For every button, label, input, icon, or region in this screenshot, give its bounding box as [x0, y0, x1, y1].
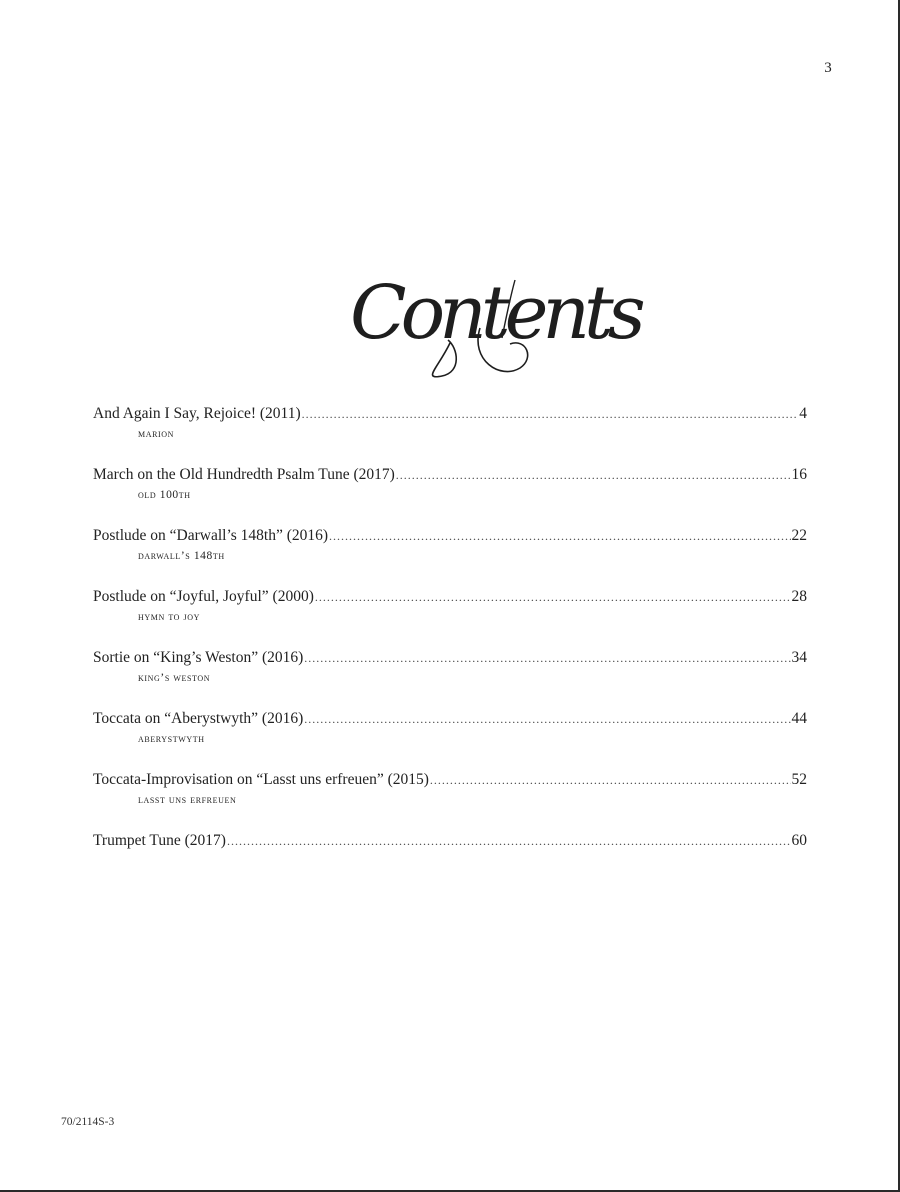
toc-line [93, 709, 807, 729]
toc-line [93, 770, 807, 790]
toc-tune-name: darwall’s 148th [138, 550, 225, 562]
toc-entry[interactable] [93, 709, 807, 770]
toc-tune-name: king’s weston [138, 672, 211, 684]
toc-page-number: 28 [791, 588, 807, 605]
toc-page-number: 60 [791, 832, 807, 849]
toc-tune-name: lasst uns erfreuen [138, 794, 237, 806]
toc-entry[interactable] [93, 648, 807, 709]
toc-leader-dots [304, 709, 790, 729]
toc-leader-dots [396, 465, 791, 485]
toc-leader-dots [430, 770, 791, 790]
toc-line [93, 648, 807, 668]
toc-entry[interactable] [93, 404, 807, 465]
toc-title: Postlude on “Joyful, Joyful” (2000) [93, 588, 314, 605]
contents-heading-text: Contents [350, 270, 640, 356]
toc-page-number: 52 [791, 771, 807, 788]
catalog-code: 70/2114S-3 [61, 1116, 115, 1128]
toc-line [93, 404, 807, 424]
toc-tune-name: hymn to joy [138, 611, 200, 623]
toc-line [93, 526, 807, 546]
toc-line [93, 465, 807, 485]
toc-page-number: 16 [791, 466, 807, 483]
toc-page-number: 44 [791, 710, 807, 727]
table-of-contents [93, 404, 807, 892]
toc-title: Postlude on “Darwall’s 148th” (2016) [93, 527, 329, 544]
toc-tune-name: aberystwyth [138, 733, 205, 745]
page-number: 3 [824, 60, 832, 76]
toc-leader-dots [329, 526, 790, 546]
toc-tune-name: marion [138, 428, 175, 440]
toc-page-number: 4 [799, 405, 807, 422]
toc-title: Trumpet Tune (2017) [93, 832, 226, 849]
toc-leader-dots [227, 831, 791, 851]
toc-leader-dots [302, 404, 799, 424]
toc-page-number: 22 [791, 527, 807, 544]
toc-entry[interactable] [93, 587, 807, 648]
toc-leader-dots [315, 587, 791, 607]
toc-entry[interactable] [93, 831, 807, 892]
toc-line [93, 587, 807, 607]
toc-title: And Again I Say, Rejoice! (2011) [93, 405, 301, 422]
toc-title: Toccata on “Aberystwyth” (2016) [93, 710, 304, 727]
toc-entry[interactable] [93, 465, 807, 526]
contents-script-heading [330, 268, 640, 383]
toc-leader-dots [304, 648, 790, 668]
toc-title: Toccata-Improvisation on “Lasst uns erfreuen” (2015) [93, 771, 429, 788]
toc-tune-name: old 100th [138, 489, 191, 501]
toc-page-number: 34 [791, 649, 807, 666]
page-title [330, 268, 640, 383]
toc-title: March on the Old Hundredth Psalm Tune (2017) [93, 466, 395, 483]
toc-line [93, 831, 807, 851]
toc-entry[interactable] [93, 770, 807, 831]
toc-title: Sortie on “King’s Weston” (2016) [93, 649, 304, 666]
toc-entry[interactable] [93, 526, 807, 587]
